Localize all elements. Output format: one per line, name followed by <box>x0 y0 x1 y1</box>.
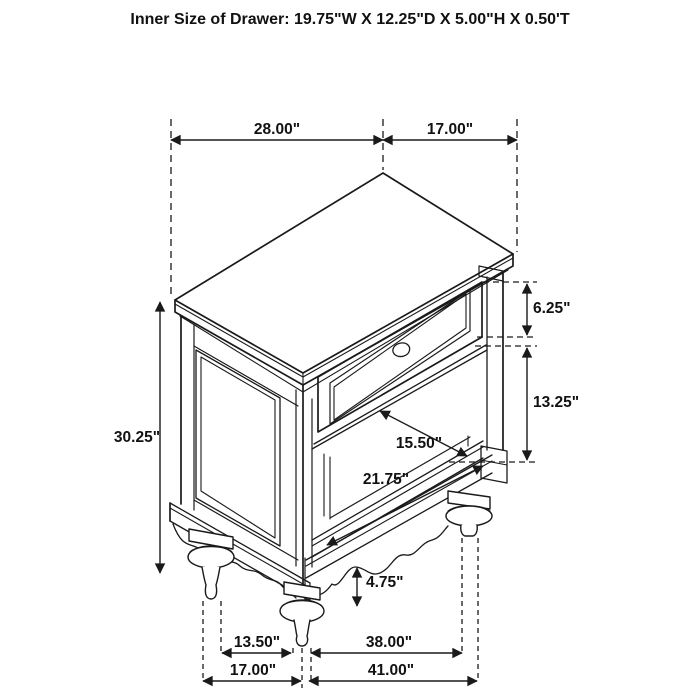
dim-opening-width-label: 21.75" <box>362 471 410 488</box>
dim-overall-width-label: 41.00" <box>367 662 415 679</box>
dim-leg-height-label: 4.75" <box>366 574 404 591</box>
dim-drawer-height-label: 6.25" <box>533 300 571 317</box>
right-corner-post <box>479 266 507 483</box>
dim-opening-height-label: 13.25" <box>533 394 580 411</box>
drawer-handle <box>393 343 410 357</box>
front-left-leg <box>280 582 324 646</box>
right-extension-lines <box>449 282 537 462</box>
legs <box>188 491 492 646</box>
dimension-lines <box>160 119 537 688</box>
dim-top-depth-label: 17.00" <box>426 121 474 138</box>
back-left-leg <box>188 529 234 599</box>
dim-top-width-label: 28.00" <box>253 121 301 138</box>
drawer-size-title: Inner Size of Drawer: 19.75"W X 12.25"D X 5.00"H X 0.50'T <box>130 11 570 28</box>
dim-overall-depth-label: 17.00" <box>229 662 277 679</box>
dim-leg-inset-depth-label: 13.50" <box>233 634 281 651</box>
front-right-leg <box>446 491 492 536</box>
dim-overall-height-label: 30.25" <box>113 429 161 446</box>
dimension-labels <box>114 121 579 679</box>
dim-opening-depth-label: 15.50" <box>395 435 443 452</box>
dim-leg-span-width-label: 38.00" <box>365 634 413 651</box>
